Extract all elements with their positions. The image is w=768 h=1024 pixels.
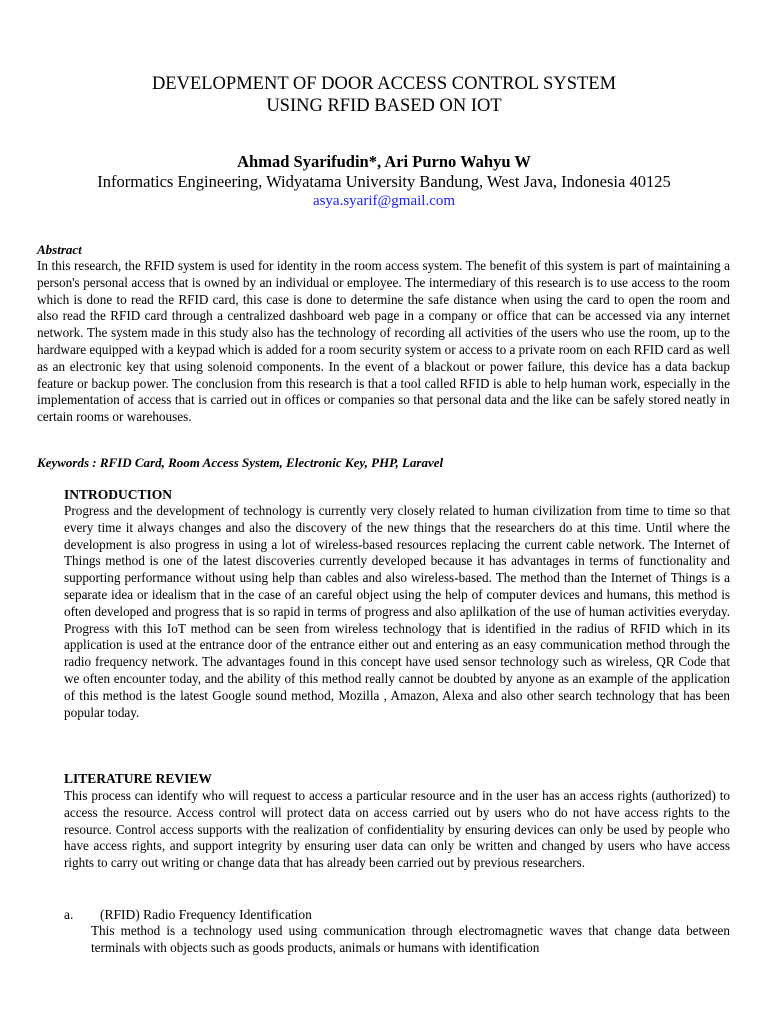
subsection-title: (RFID) Radio Frequency Identification — [100, 907, 312, 922]
literature-review-text: This process can identify who will request to access a particular resource and in the user has an access rights (authorized) to access the resource. Access control will protect data on access carried out by users who do not have access rights to the resource. Control access supports with the realization of confidentiality by ensuring devices can only be used by people who have access rights, and support integrity by ensuring user data can only be written and changed by users who have access rights to carry out writing or change data that has already been carried out by previous researchers. — [64, 788, 730, 871]
keywords-line: Keywords : RFID Card, Room Access System, Electronic Key, PHP, Laravel — [37, 455, 444, 470]
abstract-text: In this research, the RFID system is used for identity in the room access system. The benefit of this system is part of maintaining a person's personal access that is owned by an individual or employee. The intermediary of this research is to use access to the room which is done to read the RFID card, this case is done to determine the safe distance when using the card to open the room and also read the RFID card through a centralized dashboard web page in a company or office that can be accessed via any internet network. The system made in this study also has the technology of recording all activities of the users who use the room, up to the hardware equipped with a keypad which is added for a room security system or access to a private room on each RFID card as well as an electronic key that using solenoid components. In the event of a blackout or power failure, this device has a data backup feature or backup power. The conclusion from this research is that a tool called RFID is able to help human work, especially in the implementation of access that is carried out in offices or companies so that personal data and the like can be safely stored neatly in certain rooms or warehouses. — [37, 258, 730, 425]
introduction-text: Progress and the development of technology is currently very closely related to human civilization from time to time so that every time it always changes and also the discovery of the new things that the researchers do at this time. Until where the development is also progress in using a lot of wireless-based resources replacing the current cable network. The Internet of Things method is one of the latest discoveries currently developed because it has advantages in terms of functionality and supporting performance without using help than cables and also wireless-based. The method than the Internet of Things is a separate idea or idealism that in the case of an careful object using the help of computer devices and humans, this method is often developed and progress that is so rapid in terms of progress and also aplilkation of the use of human activities everyday. Progress with this IoT method can be seen from wireless technology that is identified in the radius of RFID which in its application is used at the entrance door of the entrance either out and entering as an easy communication method through the radio frequency network. The advantages found in this concept have used sensor technology such as wireless, QR Code that we often encounter today, and the ability of this method really cannot be doubted by anyone as an example of the application of this method is the latest Google sound method, Mozilla , Amazon, Alexa and also other search technology that has been popular today. — [64, 503, 730, 720]
subsection-heading — [64, 907, 312, 923]
author-email-link[interactable]: asya.syarif@gmail.com — [312, 193, 456, 209]
introduction-heading: INTRODUCTION — [64, 487, 173, 502]
paper-title-line-1: DEVELOPMENT OF DOOR ACCESS CONTROL SYSTEM — [151, 74, 617, 94]
subsection-marker: a. — [64, 907, 74, 922]
paper-authors: Ahmad Syarifudin*, Ari Purno Wahyu W — [237, 152, 531, 171]
literature-review-heading: LITERATURE REVIEW — [64, 771, 212, 786]
paper-affiliation: Informatics Engineering, Widyatama University Bandung, West Java, Indonesia 40125 — [97, 172, 671, 191]
paper-title-line-2: USING RFID BASED ON IOT — [266, 96, 502, 116]
subsection-text: This method is a technology used using communication through electromagnetic waves that change data between terminals with objects such as goods products, animals or humans with identification — [91, 923, 730, 955]
abstract-heading: Abstract — [37, 242, 82, 257]
paper-title — [0, 73, 768, 117]
